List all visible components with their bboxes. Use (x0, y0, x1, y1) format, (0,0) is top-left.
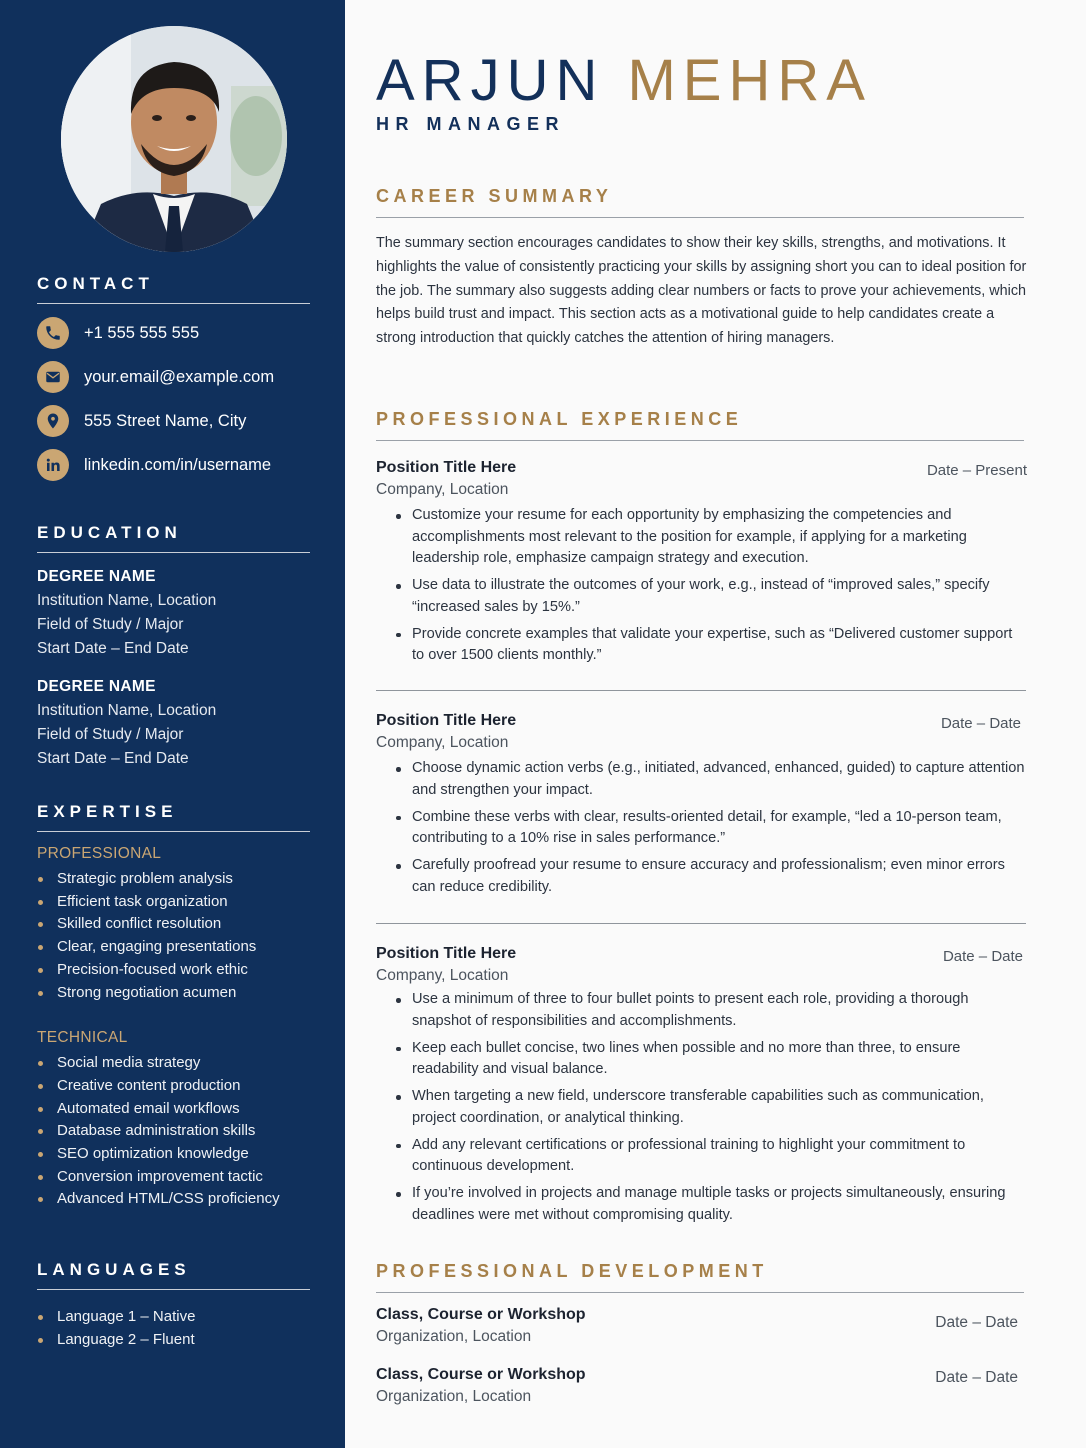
course-organization: Organization, Location (376, 1388, 532, 1405)
contact-linkedin (37, 443, 310, 487)
contact-heading: CONTACT (37, 274, 310, 304)
institution: Institution Name, Location (37, 702, 217, 719)
job-dates: Date – Present (926, 462, 1027, 479)
list-item: Skilled conflict resolution (37, 913, 310, 936)
contact-address (37, 399, 310, 443)
course-title: Class, Course or Workshop (376, 1366, 586, 1383)
languages-section (37, 1260, 310, 1351)
course-dates: Date – Date (935, 1369, 1018, 1386)
contact-linkedin-text[interactable]: linkedin.com/in/username (84, 455, 272, 474)
contact-email-text[interactable]: your.email@example.com (84, 367, 275, 386)
job-bullets (376, 505, 1027, 667)
education-item (37, 565, 310, 661)
languages-heading: LANGUAGES (37, 1260, 310, 1290)
phone-icon (37, 317, 69, 349)
contact-email (37, 355, 310, 399)
list-item: Language 2 – Fluent (37, 1329, 310, 1352)
company-location: Company, Location (376, 967, 509, 984)
list-item: Language 1 – Native (37, 1306, 310, 1329)
list-item: Conversion improvement tactic (37, 1166, 310, 1189)
list-item: Database administration skills (37, 1120, 310, 1143)
profile-photo (61, 26, 287, 252)
list-item: Combine these verbs with clear, results-oriented detail, for example, “led a 10-person team, contributing to a 10% rise in sales performance.” (376, 807, 1027, 850)
degree-name: DEGREE NAME (37, 568, 156, 585)
expertise-heading: EXPERTISE (37, 802, 310, 832)
list-item: Creative content production (37, 1075, 310, 1098)
list-item: Strong negotiation acumen (37, 982, 310, 1005)
list-item: Use data to illustrate the outcomes of your work, e.g., instead of “improved sales,” specify “increased sales by 15%.” (376, 575, 1027, 618)
experience-heading: PROFESSIONAL EXPERIENCE (376, 409, 1024, 441)
experience-item (376, 710, 1027, 904)
course-organization: Organization, Location (376, 1328, 532, 1345)
development-heading: PROFESSIONAL DEVELOPMENT (376, 1261, 1024, 1293)
list-item: Provide concrete examples that validate your expertise, such as “Delivered customer support to over 1500 clients monthly.” (376, 624, 1027, 667)
list-item: Clear, engaging presentations (37, 936, 310, 959)
contact-phone-text[interactable]: +1 555 555 555 (84, 323, 200, 342)
list-item: Keep each bullet concise, two lines when possible and no more than three, to ensure readability and visual balance. (376, 1038, 1027, 1081)
education-dates: Start Date – End Date (37, 640, 189, 657)
list-item: Carefully proofread your resume to ensure accuracy and professionalism; even minor errors can reduce credibility. (376, 855, 1027, 898)
last-name: MEHRA (627, 48, 872, 113)
job-dates: Date – Date (942, 948, 1023, 965)
course-dates: Date – Date (935, 1314, 1018, 1331)
professional-skills-list (37, 868, 310, 1004)
development-item (376, 1304, 1018, 1348)
institution: Institution Name, Location (37, 592, 217, 609)
education-item (37, 675, 310, 771)
education-dates: Start Date – End Date (37, 750, 189, 767)
professional-skills-label: PROFESSIONAL (37, 845, 162, 862)
first-name: ARJUN (376, 48, 605, 113)
list-item: When targeting a new field, underscore transferable capabilities such as communication, project coordination, or analytical thinking. (376, 1086, 1027, 1129)
contact-section (37, 274, 310, 487)
list-item: Social media strategy (37, 1052, 310, 1075)
list-item: Use a minimum of three to four bullet points to present each role, providing a thorough snapshot of responsibilities and accomplishments. (376, 989, 1027, 1032)
list-item: Automated email workflows (37, 1098, 310, 1121)
mail-icon (37, 361, 69, 393)
languages-list (37, 1306, 310, 1351)
list-item: If you’re involved in projects and manage multiple tasks or projects simultaneously, ensuring deadlines were met without compromising quality. (376, 1183, 1027, 1226)
job-role: HR MANAGER (376, 114, 565, 134)
list-item: Efficient task organization (37, 891, 310, 914)
list-item: Choose dynamic action verbs (e.g., initiated, advanced, enhanced, guided) to capture attention and strengthen your impact. (376, 758, 1027, 801)
divider (376, 923, 1026, 924)
field-of-study: Field of Study / Major (37, 616, 184, 633)
location-pin-icon (37, 405, 69, 437)
divider (376, 690, 1026, 691)
list-item: Strategic problem analysis (37, 868, 310, 891)
list-item: Add any relevant certifications or professional training to highlight your commitment to continuous development. (376, 1135, 1027, 1178)
degree-name: DEGREE NAME (37, 678, 156, 695)
linkedin-icon (37, 449, 69, 481)
experience-item (376, 943, 1027, 1232)
career-summary-text: The summary section encourages candidates to show their key skills, strengths, and motivations. It highlights the value of consistently practicing your skills by assigning short you can to ideal position for the job. The summary also suggests adding clear numbers or facts to prove your achievements, which helps build trust and impact. This section acts as a motivational guide to help candidates create a strong introduction that quickly catches the attention of hiring managers. (376, 235, 1027, 347)
company-location: Company, Location (376, 481, 509, 498)
field-of-study: Field of Study / Major (37, 726, 184, 743)
technical-skills-label: TECHNICAL (37, 1029, 128, 1047)
contact-address-text: 555 Street Name, City (84, 411, 247, 430)
job-bullets (376, 758, 1027, 898)
expertise-section (37, 802, 310, 1211)
list-item: SEO optimization knowledge (37, 1143, 310, 1166)
job-dates: Date – Date (940, 715, 1021, 732)
career-summary-heading: CAREER SUMMARY (376, 186, 1024, 218)
list-item: Precision-focused work ethic (37, 959, 310, 982)
contact-phone (37, 311, 310, 355)
list-item: Advanced HTML/CSS proficiency (37, 1188, 310, 1211)
company-location: Company, Location (376, 734, 509, 751)
development-item (376, 1364, 1018, 1408)
technical-skills-list (37, 1052, 310, 1211)
list-item: Customize your resume for each opportunity by emphasizing the competencies and accomplishments most relevant to the position for example, if applying for a marketing leadership role, emphasize campaign strategy and execution. (376, 505, 1027, 570)
position-title: Position Title Here (376, 712, 517, 729)
job-bullets (376, 989, 1027, 1226)
education-section (37, 523, 310, 771)
course-title: Class, Course or Workshop (376, 1306, 586, 1323)
experience-item (376, 457, 1027, 672)
sidebar (0, 0, 345, 1448)
candidate-name (376, 48, 872, 114)
position-title: Position Title Here (376, 945, 517, 962)
education-heading: EDUCATION (37, 523, 310, 553)
position-title: Position Title Here (376, 459, 517, 476)
